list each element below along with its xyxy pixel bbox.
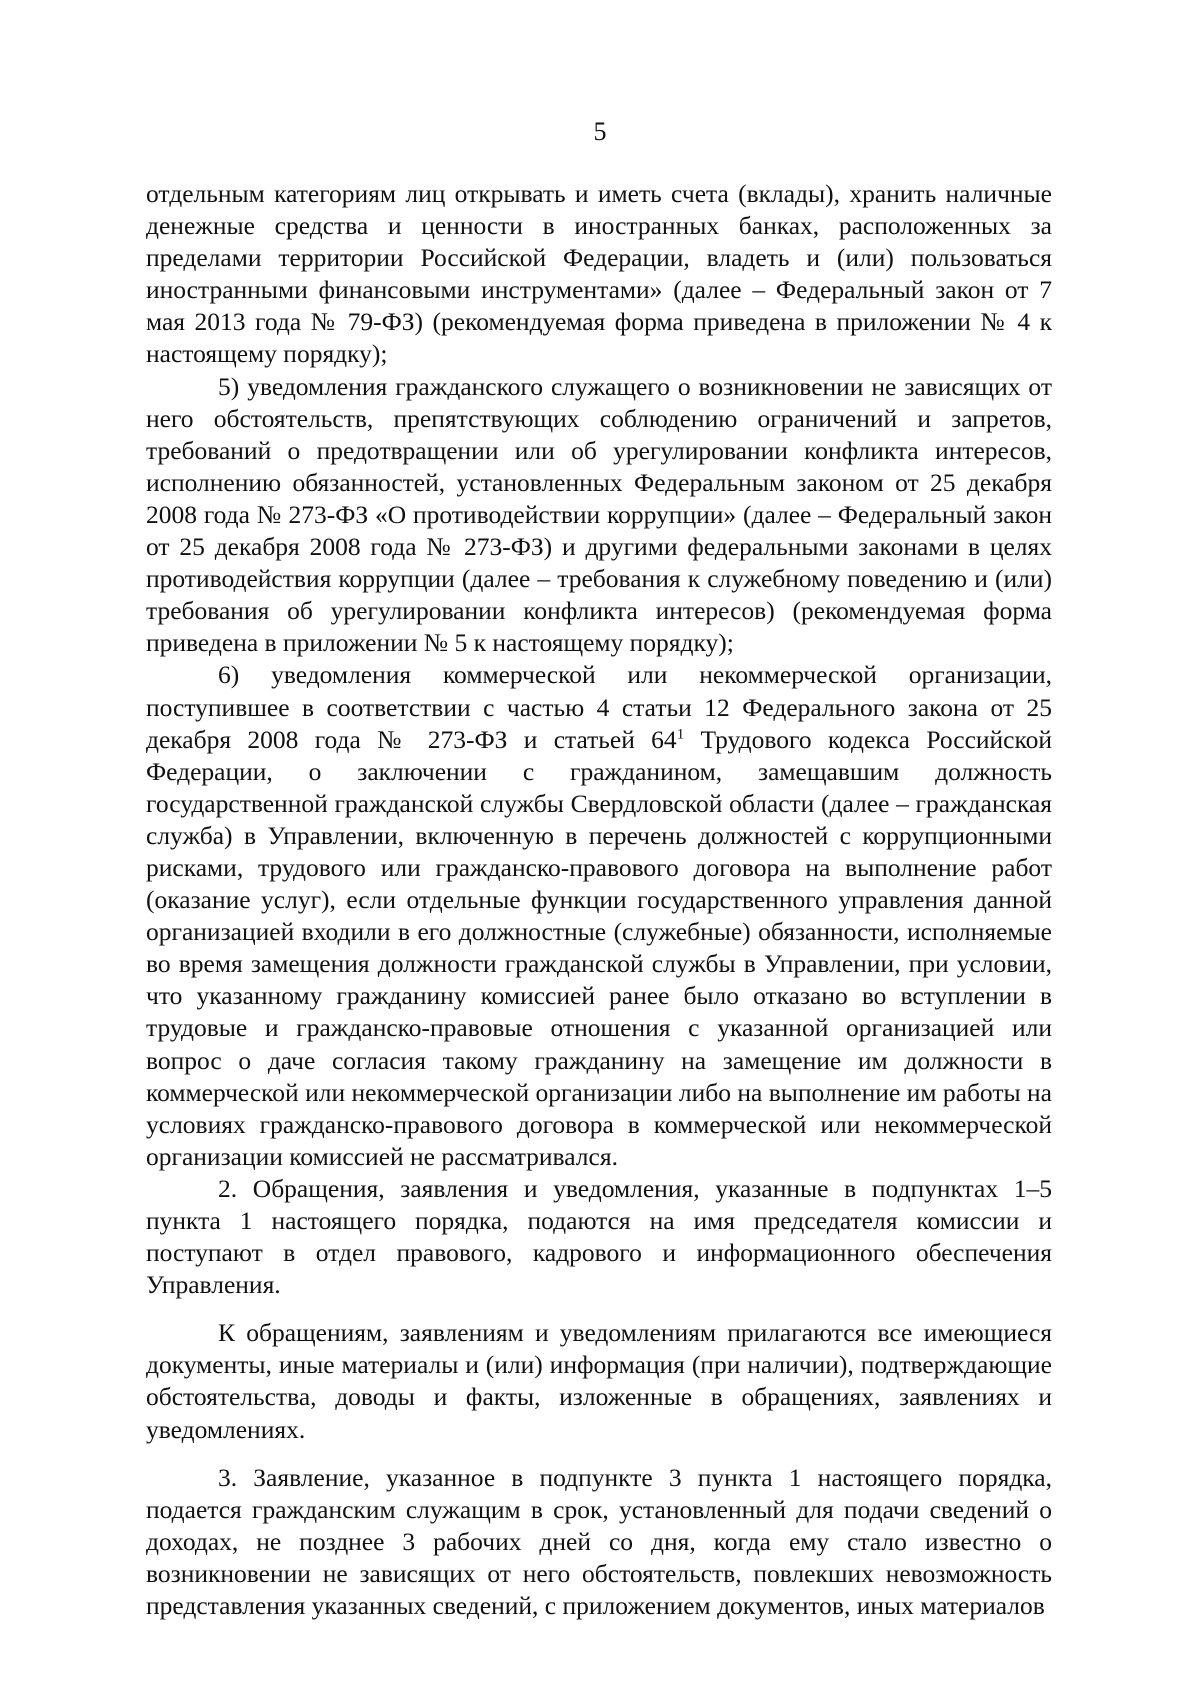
- paragraph-clause-3: 3. Заявление, указанное в подпункте 3 пункта 1 настоящего порядка, подается гражданским служащим в срок, установленный для подачи сведений о доходах, не позднее 3 рабочих дней со дня, когда ему стало известно о возникновении не зависящих от него обстоятельств, повлекших невозможность представления указанных сведений, с приложением документов, иных материалов: [146, 1462, 1052, 1621]
- paragraph-clause-2: 2. Обращения, заявления и уведомления, указанные в подпунктах 1–5 пункта 1 настоящего порядка, подаются на имя председателя комиссии и поступают в отдел правового, кадрового и информационного обеспечения Управления.: [146, 1173, 1052, 1300]
- document-body: [146, 178, 1052, 1622]
- paragraph-item-6: [146, 659, 1052, 1173]
- paragraph-item-5: 5) уведомления гражданского служащего о возникновении не зависящих от него обстоятельств, препятствующих соблюдению ограничений и запретов, требований о предотвращении или об урегулировании конфликта интересов, исполнению обязанностей, установленных Федеральным законом от 25 декабря 2008 года № 273-ФЗ «О противодействии коррупции» (далее – Федеральный закон от 25 декабря 2008 года № 273-ФЗ) и другими федеральными законами в целях противодействия коррупции (далее – требования к служебному поведению и (или) требования об урегулировании конфликта интересов) (рекомендуемая форма приведена в приложении № 5 к настоящему порядку);: [146, 371, 1052, 658]
- article-superscript: 1: [676, 726, 685, 743]
- paragraph-attachments: К обращениям, заявлениям и уведомлениям прилагаются все имеющиеся документы, иные материалы и (или) информация (при наличии), подтверждающие обстоятельства, доводы и факты, изложенные в обращениях, заявлениях и уведомлениях.: [146, 1318, 1052, 1444]
- paragraph-item-6-text-a: 6) уведомления коммерческой или некоммерческой организации, поступившее в соответствии с частью 4 статьи 12 Федерального закона от 25 декабря 2008 года № 273-ФЗ и статьей 64: [146, 660, 1052, 754]
- paragraph-continuation: отдельным категориям лиц открывать и иметь счета (вклады), хранить наличные денежные средства и ценности в иностранных банках, расположенных за пределами территории Российской Федерации, владеть и (или) пользоваться иностранными финансовыми инструментами» (далее – Федеральный закон от 7 мая 2013 года № 79-ФЗ) (рекомендуемая форма приведена в приложении № 4 к настоящему порядку);: [146, 179, 1052, 369]
- page-number: 5: [593, 117, 607, 146]
- paragraph-item-6-text-b: Трудового кодекса Российской Федерации, о заключении с гражданином, замещавшим должность государственной гражданской службы Свердловской области (далее – гражданская служба) в Управлении, включенную в перечень должностей с коррупционными рисками, трудового или гражданско-правового договора на выполнение работ (оказание услуг), если отдельные функции государственного управления данной организацией входили в его должностные (служебные) обязанности, исполняемые во время замещения должности гражданской службы в Управлении, при условии, что указанному гражданину комиссией ранее было отказано во вступлении в трудовые и гражданско-правовые отношения с указанной организацией или вопрос о даче согласия такому гражданину на замещение им должности в коммерческой или некоммерческой организации либо на выполнение им работы на условиях гражданско-правового договора в коммерческой или некоммерческой организации комиссией не рассматривался.: [146, 724, 1052, 1171]
